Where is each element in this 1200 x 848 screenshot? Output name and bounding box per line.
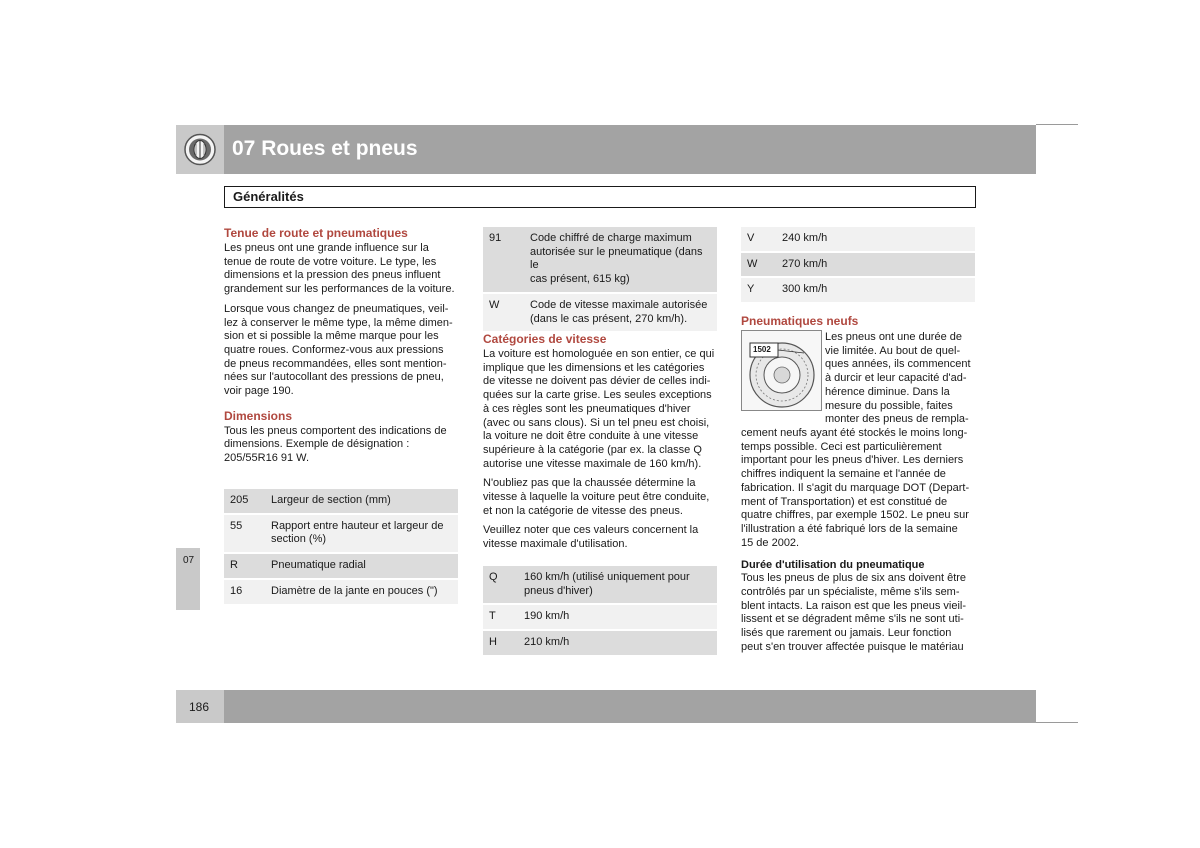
table-row — [224, 515, 458, 552]
table-value: Code chiffré de charge maximum autorisée sur le pneumatique (dans le cas présent, 615 kg) — [530, 232, 703, 286]
table-row — [224, 580, 458, 604]
chapter-side-tab-label: 07 — [183, 555, 195, 566]
table-key: T — [489, 610, 496, 623]
table-row — [483, 294, 717, 331]
footer-bar — [224, 690, 1036, 723]
dimensions-table — [224, 489, 458, 606]
load-speed-code-table — [483, 227, 717, 333]
dot-code-label: 1502 — [753, 345, 771, 354]
heading-tenue-de-route: Tenue de route et pneumatiques — [224, 226, 408, 240]
column-1 — [224, 226, 462, 472]
paragraph: N'oubliez pas que la chaussée détermine la vitesse à laquelle la voiture peut être conduite, et non la catégorie de vitesse des pneus. — [483, 477, 710, 517]
heading-duree-utilisation: Durée d'utilisation du pneumatique — [741, 559, 925, 572]
table-value: Code de vitesse maximale autorisée (dans le cas présent, 270 km/h). — [530, 298, 708, 325]
table-key: H — [489, 636, 497, 649]
table-key: Q — [489, 571, 498, 583]
tire-icon — [176, 125, 224, 174]
tire-sidewall-icon — [742, 331, 821, 410]
table-value: Pneumatique radial — [271, 559, 366, 572]
table-row — [483, 566, 717, 603]
table-row — [224, 554, 458, 578]
section-title-box — [224, 186, 976, 208]
table-value: 270 km/h — [782, 257, 828, 270]
table-row — [483, 631, 717, 655]
table-value: 210 km/h — [524, 636, 570, 649]
table-value: 160 km/h (utilisé uniquement pour pneus d'hiver) — [524, 571, 690, 597]
table-row — [741, 253, 975, 277]
table-row — [483, 605, 717, 629]
section-title: Généralités — [233, 189, 304, 204]
header-rule — [1036, 124, 1078, 125]
table-value: 190 km/h — [524, 610, 570, 623]
table-value: Diamètre de la jante en pouces (") — [271, 584, 438, 597]
paragraph: Veuillez noter que ces valeurs concernent la vitesse maximale d'utilisation. — [483, 524, 699, 551]
footer-rule — [1036, 722, 1078, 723]
heading-categories-de-vitesse: Catégories de vitesse — [483, 332, 607, 346]
chapter-title: 07 Roues et pneus — [232, 137, 418, 160]
paragraph: La voiture est homologuée en son entier, ce qui implique que les dimensions et les catégories de vitesse ne doivent pas dévier de celles indi- quées sur la carte grise. Les seules exceptions à ces règles sont les pneumatiques d'hiver (avec ou sans clous). Si un tel pneu est choisi, la voiture ne doit être conduite à une vitesse supérieure à la catégorie (par ex. la classe Q autorise une vitesse maximale de 160 km/h). — [483, 348, 715, 470]
paragraph: cement neufs ayant été stockés le moins long- temps possible. Ceci est particulièrement important pour les pneus d'hiver. Les derniers chiffres indiquent la semaine et l'année de fabrication. Il s'agit du marquage DOT (Depart- ment of Transportation) et est constitué de quatre chiffres, par exemple 1502. Le pneu sur l'illustration a été fabriqué lors de la semaine 15 de 2002. — [741, 427, 970, 549]
table-key: R — [230, 559, 238, 572]
heading-pneumatiques-neufs: Pneumatiques neufs — [741, 314, 859, 328]
table-key: 205 — [230, 494, 249, 506]
column-3-body — [741, 427, 979, 661]
table-key: 91 — [489, 232, 502, 244]
paragraph: Les pneus ont une durée de vie limitée. Au bout de quel- ques années, ils commencent à durcir et leur capacité d'ad- hérence diminue. Dans la mesure du possible, faites monter des pneus de rempla- — [825, 331, 971, 426]
table-key: Y — [747, 283, 755, 296]
heading-dimensions: Dimensions — [224, 408, 293, 423]
paragraph: Lorsque vous changez de pneumatiques, veil- lez à conserver le même type, la même dimen- sion et si possible la même marque pour les quatre roues. Conformez-vous aux pressions de pneus recommandées, elles sont mention- nées sur l'autocollant des pressions de pneu, voir page 190. — [224, 302, 453, 398]
table-value: Largeur de section (mm) — [271, 494, 391, 506]
table-value: 300 km/h — [782, 283, 828, 296]
table-key: V — [747, 232, 755, 244]
column-3-wrap — [825, 331, 980, 427]
column-2 — [483, 332, 721, 558]
table-row — [741, 227, 975, 251]
table-key: 55 — [230, 519, 243, 532]
paragraph: Tous les pneus comportent des indications de dimensions. Exemple de désignation : 205/55R16 91 W. — [224, 424, 447, 465]
chapter-icon-tab — [176, 125, 224, 174]
table-row — [741, 278, 975, 302]
speed-category-table-continued — [741, 227, 975, 304]
table-value: Rapport entre hauteur et largeur de section (%) — [271, 519, 444, 546]
table-value: 240 km/h — [782, 232, 828, 244]
column-3-heading — [741, 314, 979, 330]
tire-dot-illustration — [741, 330, 822, 411]
table-row — [224, 489, 458, 513]
table-key: W — [747, 257, 758, 270]
table-key: W — [489, 298, 500, 311]
table-row — [483, 227, 717, 292]
paragraph: Les pneus ont une grande influence sur la tenue de route de votre voiture. Le type, les dimensions et la pression des pneus influent grandement sur les performances de la voiture. — [224, 242, 455, 296]
speed-category-table — [483, 566, 717, 657]
page-number: 186 — [189, 700, 210, 714]
paragraph: Tous les pneus de plus de six ans doivent être contrôlés par un spécialiste, même s'ils sem- blent intacts. La raison est que les pneus vieil- lissent et se dégradent même s'ils ne sont uti- lisés que rarement ou jamais. Leur fonction peut s'en trouver affectée puisque le matériau — [741, 572, 967, 653]
table-key: 16 — [230, 584, 243, 597]
